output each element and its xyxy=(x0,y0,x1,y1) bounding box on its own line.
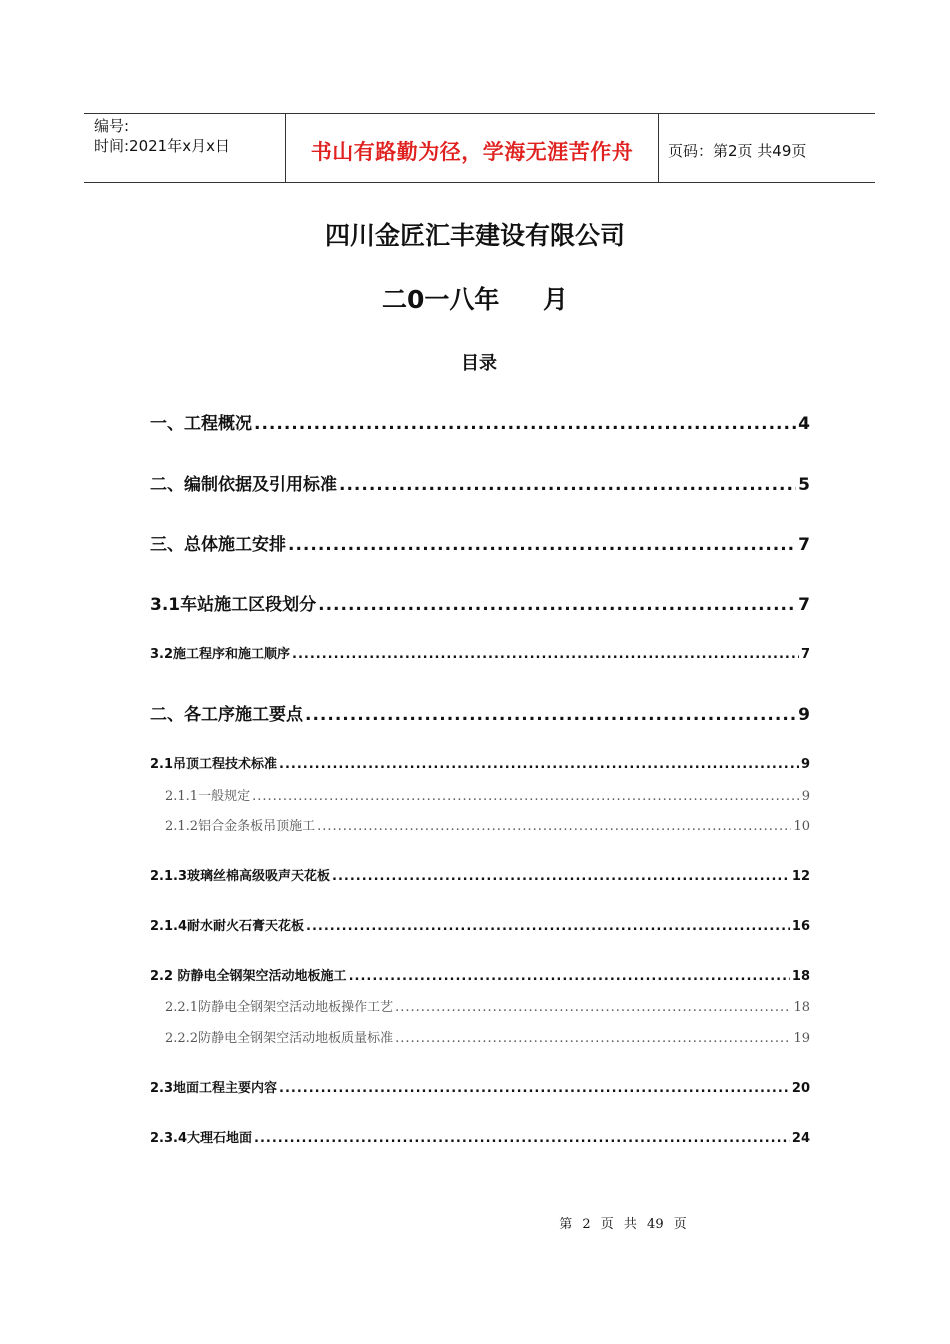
toc-leader-dots xyxy=(395,1000,791,1015)
toc-entry[interactable] xyxy=(150,700,810,725)
toc-entry-label: 3.1车站施工区段划分 xyxy=(150,595,317,615)
toc-leader-dots xyxy=(279,757,799,772)
toc-leader-dots xyxy=(395,1031,791,1046)
toc-entry-page: 4 xyxy=(798,414,810,434)
company-name: 四川金匠汇丰建设有限公司 xyxy=(324,221,625,250)
toc-entry[interactable] xyxy=(150,965,810,984)
toc-entry-page: 7 xyxy=(800,647,810,662)
toc-leader-dots xyxy=(306,919,790,934)
toc-entry-page: 7 xyxy=(798,535,810,555)
toc-entry-label: 2.1.3玻璃丝棉高级吸声天花板 xyxy=(150,869,331,884)
toc-entry[interactable] xyxy=(165,996,810,1015)
toc-entry-page: 16 xyxy=(791,919,810,934)
toc-entry-label: 2.3.4大理石地面 xyxy=(150,1131,253,1146)
toc-entry[interactable] xyxy=(165,1027,810,1046)
toc-entry-page: 12 xyxy=(791,869,810,884)
toc-leader-dots xyxy=(305,705,796,725)
toc-entry-label: 3.2施工程序和施工顺序 xyxy=(150,647,291,662)
toc-leader-dots xyxy=(318,595,796,615)
toc-entry[interactable] xyxy=(165,785,810,804)
table-of-contents xyxy=(150,0,810,1344)
toc-entry-page: 9 xyxy=(801,789,810,804)
toc-entry-page: 5 xyxy=(798,475,810,495)
toc-entry-label: 2.1.1一般规定 xyxy=(165,789,251,804)
toc-entry-label: 2.2.1防静电全钢架空活动地板操作工艺 xyxy=(165,1000,394,1015)
toc-entry-page: 20 xyxy=(791,1081,810,1096)
toc-entry[interactable] xyxy=(150,530,810,555)
toc-leader-dots xyxy=(317,819,791,834)
toc-entry-page: 18 xyxy=(793,1000,810,1015)
toc-entry-label: 2.1.2铝合金条板吊顶施工 xyxy=(165,819,316,834)
toc-entry[interactable] xyxy=(150,865,810,884)
toc-entry-label: 2.2 防静电全钢架空活动地板施工 xyxy=(150,969,347,984)
toc-entry-label: 二、编制依据及引用标准 xyxy=(150,475,337,495)
toc-entry[interactable] xyxy=(150,1077,810,1096)
header-page-info: 页码：第2页 共49页 xyxy=(668,141,807,160)
toc-leader-dots xyxy=(349,969,790,984)
document-date-text: 二0一八年 月 xyxy=(382,285,568,314)
toc-entry-page: 10 xyxy=(793,819,810,834)
toc-leader-dots xyxy=(339,475,796,495)
toc-entry[interactable] xyxy=(150,470,810,495)
toc-entry[interactable] xyxy=(150,753,810,772)
toc-entry[interactable] xyxy=(165,815,810,834)
toc-leader-dots xyxy=(254,1131,790,1146)
toc-entry-label: 三、总体施工安排 xyxy=(150,535,286,555)
toc-entry[interactable] xyxy=(150,915,810,934)
toc-entry-page: 9 xyxy=(798,705,810,725)
toc-entry[interactable] xyxy=(150,1127,810,1146)
document-number-label: 编号: xyxy=(94,117,130,135)
toc-entry-label: 一、工程概况 xyxy=(150,414,252,434)
toc-leader-dots xyxy=(292,647,799,662)
document-time-label: 时间:2021年x月x日 xyxy=(94,137,230,155)
toc-leader-dots xyxy=(279,1081,790,1096)
toc-entry-label: 二、各工序施工要点 xyxy=(150,705,303,725)
toc-leader-dots xyxy=(332,869,790,884)
toc-entry-label: 2.1吊顶工程技术标准 xyxy=(150,757,278,772)
toc-leader-dots xyxy=(254,414,796,434)
toc-entry-page: 7 xyxy=(798,595,810,615)
toc-entry-label: 2.1.4耐水耐火石膏天花板 xyxy=(150,919,305,934)
toc-entry-page: 18 xyxy=(791,969,810,984)
header-slogan: 书山有路勤为径，学海无涯苦作舟 xyxy=(310,140,634,164)
toc-entry-page: 19 xyxy=(793,1031,810,1046)
toc-entry[interactable] xyxy=(150,643,810,662)
page-footer: 第 2 页 共 49 页 xyxy=(559,1217,687,1232)
toc-entry-page: 24 xyxy=(791,1131,810,1146)
toc-entry-label: 2.2.2防静电全钢架空活动地板质量标准 xyxy=(165,1031,394,1046)
toc-entry[interactable] xyxy=(150,590,810,615)
toc-title: 目录 xyxy=(461,353,497,374)
toc-entry[interactable] xyxy=(150,409,810,434)
toc-leader-dots xyxy=(288,535,796,555)
toc-entry-label: 2.3地面工程主要内容 xyxy=(150,1081,278,1096)
toc-entry-page: 9 xyxy=(800,757,810,772)
toc-leader-dots xyxy=(252,789,800,804)
